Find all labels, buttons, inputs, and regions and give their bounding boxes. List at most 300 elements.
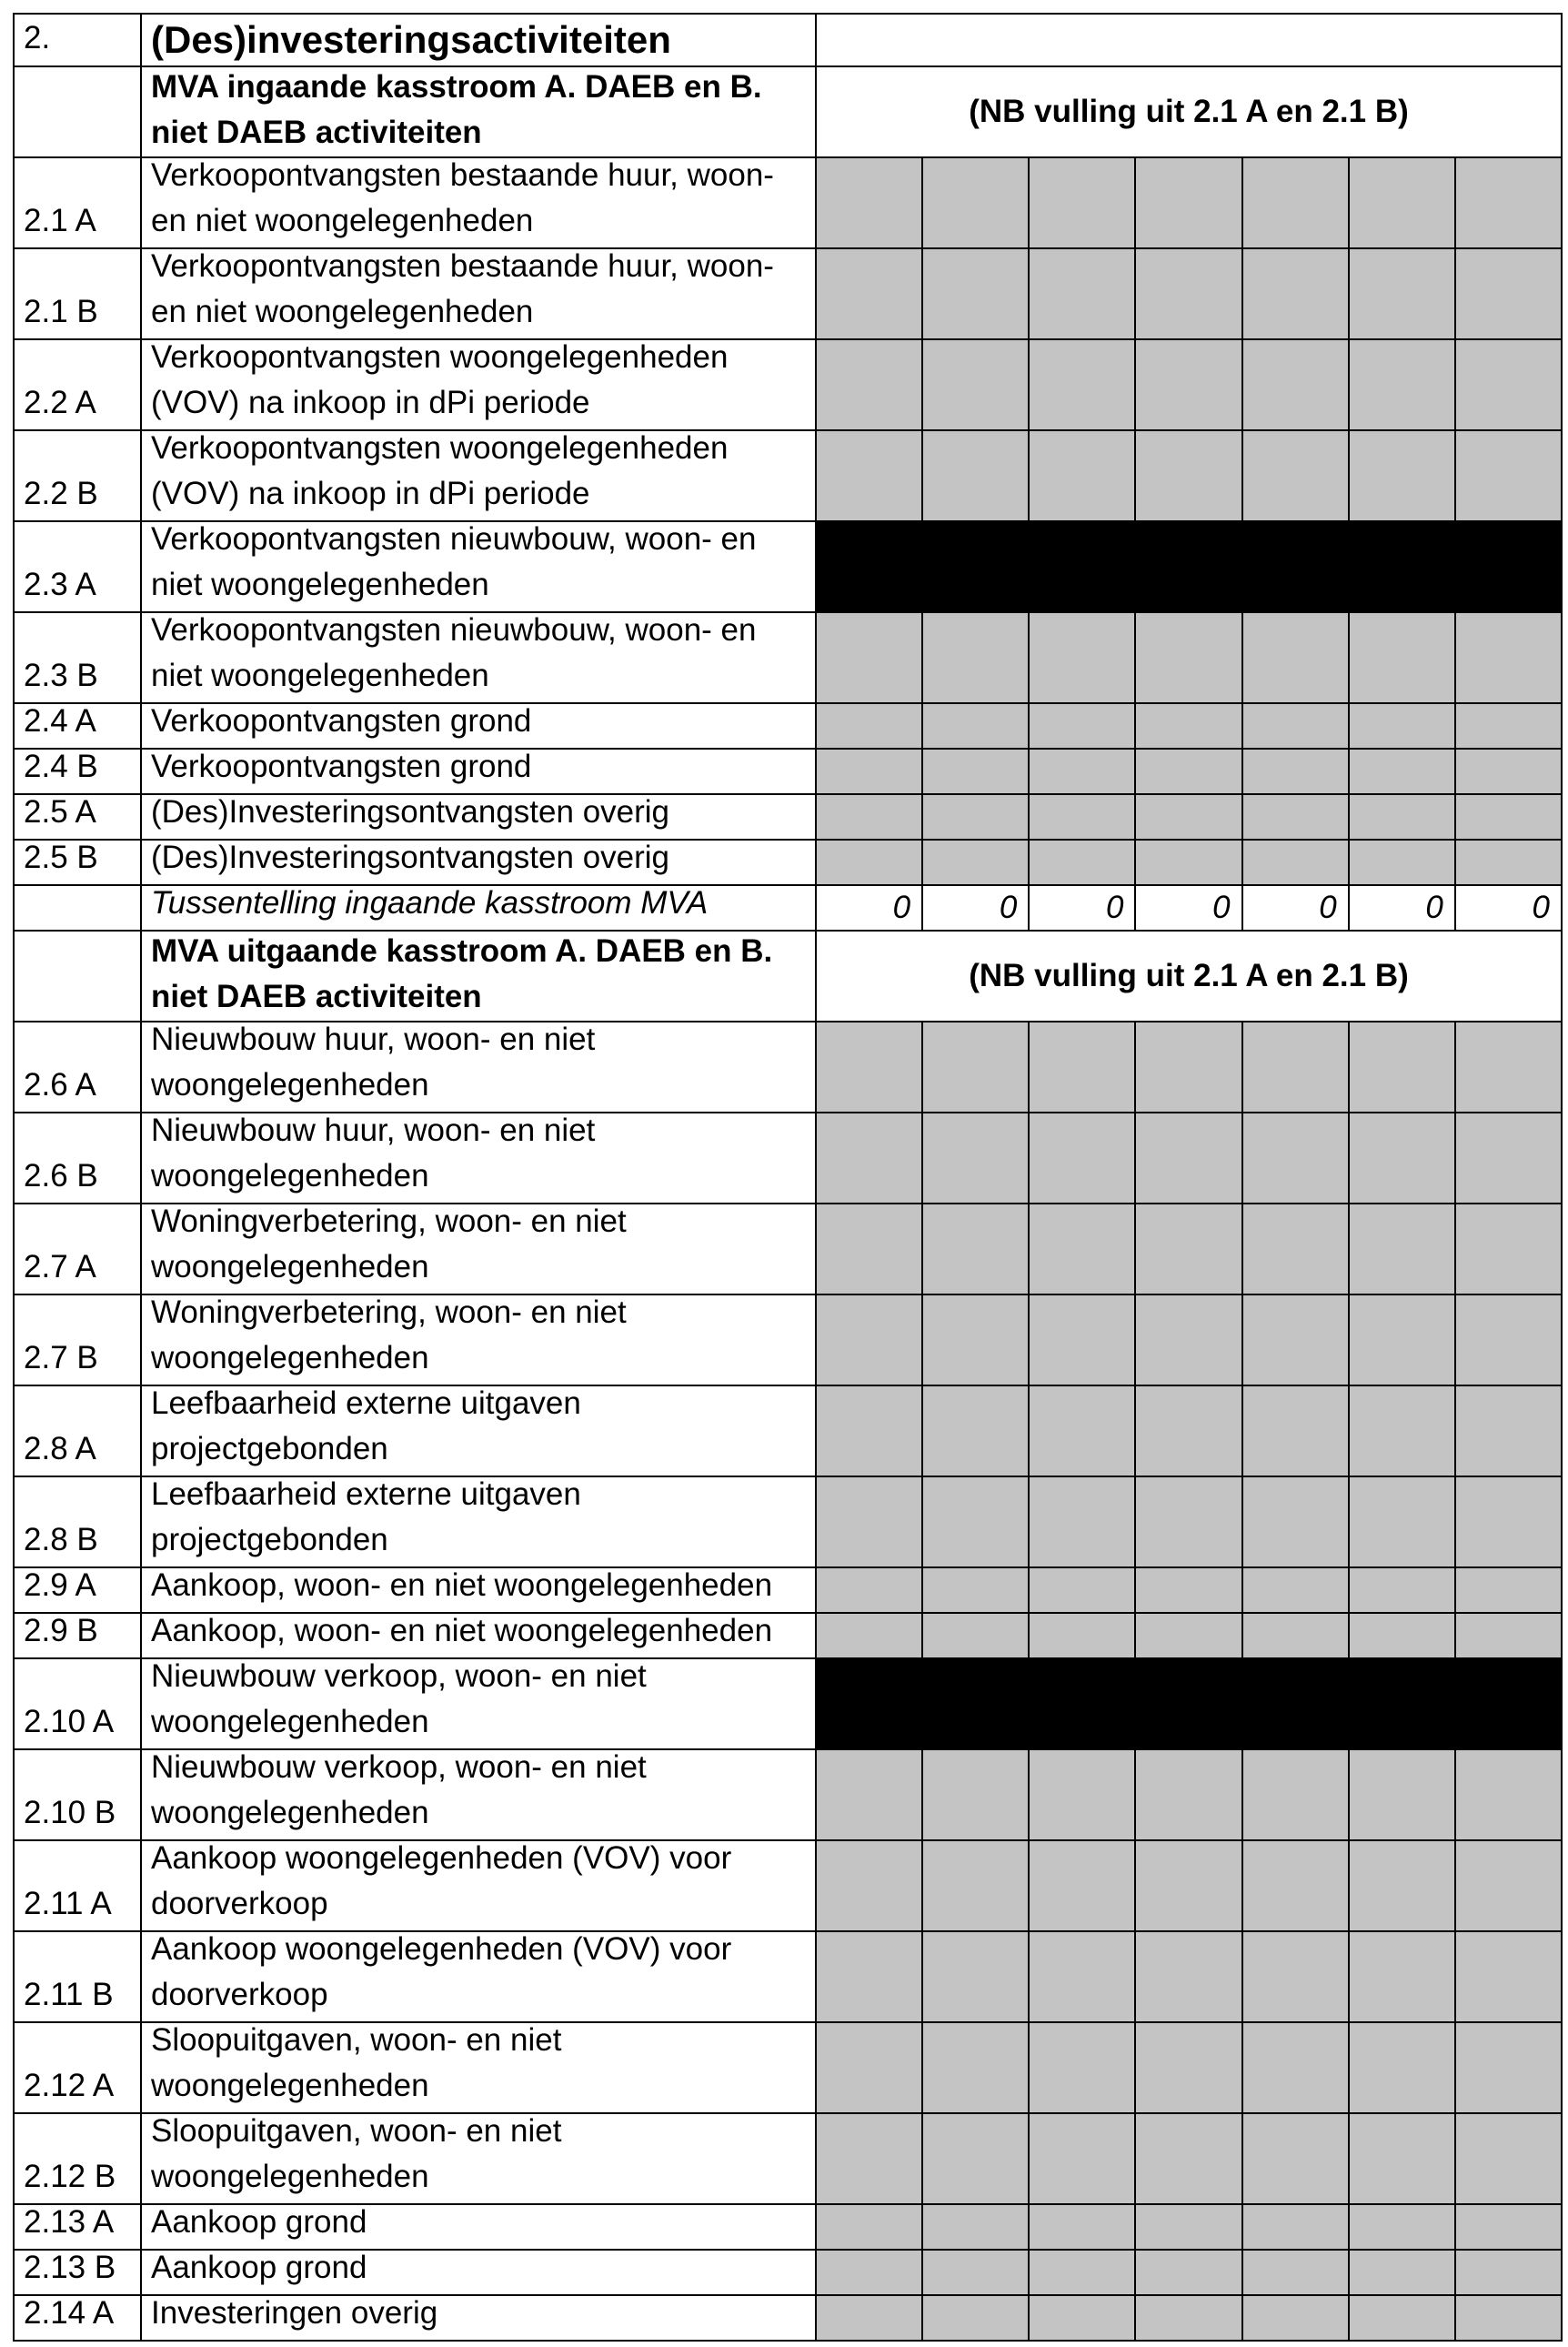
input-value-cell[interactable]	[1454, 429, 1563, 522]
row-description-line: Verkoopontvangsten grond	[151, 703, 532, 739]
row-code-cell	[13, 338, 142, 431]
row-description-cell	[140, 520, 817, 613]
inflow-header-title-cell	[140, 65, 817, 158]
input-value-cell[interactable]	[1241, 2021, 1350, 2114]
input-value-cell[interactable]	[1134, 156, 1242, 249]
input-value-cell[interactable]	[1348, 611, 1456, 704]
input-value-cell[interactable]	[1134, 839, 1242, 886]
row-description-line: Leefbaarheid externe uitgaven	[151, 1476, 581, 1512]
input-value-cell[interactable]	[1241, 839, 1350, 886]
input-value-cell[interactable]	[815, 1839, 923, 1932]
input-value-cell[interactable]	[1134, 1385, 1242, 1477]
row-code: 2.7 A	[24, 1249, 96, 1284]
row-code: 2.13 B	[24, 2250, 116, 2285]
input-value-cell[interactable]	[921, 611, 1030, 704]
row-code: 2.1 B	[24, 294, 98, 329]
input-value-cell[interactable]	[1348, 839, 1456, 886]
row-code: 2.13 A	[24, 2204, 115, 2240]
row-code-cell	[13, 611, 142, 704]
input-value-cell[interactable]	[1348, 1385, 1456, 1477]
row-description-cell	[140, 702, 817, 750]
input-value-cell[interactable]	[1028, 429, 1136, 522]
row-description-line: (VOV) na inkoop in dPi periode	[151, 385, 590, 420]
input-value-cell[interactable]	[1348, 2294, 1456, 2342]
blocked-value-cell	[815, 1657, 1563, 1750]
row-description-line: woongelegenheden	[151, 1795, 429, 1830]
input-value-cell[interactable]	[1348, 338, 1456, 431]
input-value-cell[interactable]	[1028, 702, 1136, 750]
row-description-cell	[140, 2203, 817, 2251]
input-value-cell[interactable]	[1454, 338, 1563, 431]
input-value-cell[interactable]	[921, 1476, 1030, 1568]
input-value-cell[interactable]	[1454, 1839, 1563, 1932]
row-description-cell	[140, 1112, 817, 1204]
input-value-cell[interactable]	[815, 1612, 923, 1659]
row-description-cell	[140, 1385, 817, 1477]
input-value-cell[interactable]	[1028, 2112, 1136, 2205]
input-value-cell[interactable]	[815, 156, 923, 249]
row-code: 2.14 A	[24, 2295, 115, 2331]
input-value-cell[interactable]	[815, 1021, 923, 1113]
input-value-cell[interactable]	[1134, 2249, 1242, 2296]
outflow-header-title-line: niet DAEB activiteiten	[151, 979, 482, 1014]
input-value-cell[interactable]	[815, 793, 923, 841]
input-value-cell[interactable]	[1454, 1385, 1563, 1477]
input-value-cell[interactable]	[1454, 1203, 1563, 1295]
input-value-cell[interactable]	[1134, 748, 1242, 795]
row-code-cell	[13, 2112, 142, 2205]
row-description-line: Woningverbetering, woon- en niet	[151, 1204, 627, 1239]
row-code: 2.11 A	[24, 1886, 112, 1921]
input-value-cell[interactable]	[1454, 2294, 1563, 2342]
input-value-cell[interactable]	[815, 702, 923, 750]
input-value-cell[interactable]	[1028, 1566, 1136, 1614]
row-code: 2.8 A	[24, 1431, 96, 1466]
input-value-cell[interactable]	[815, 2112, 923, 2205]
input-value-cell[interactable]	[921, 793, 1030, 841]
row-description-line: Nieuwbouw huur, woon- en niet	[151, 1113, 596, 1148]
input-value-cell[interactable]	[1454, 793, 1563, 841]
row-code-cell	[13, 1930, 142, 2023]
subtotal-value-cell	[1454, 884, 1563, 932]
input-value-cell[interactable]	[1028, 1112, 1136, 1204]
input-value-cell[interactable]	[1454, 1566, 1563, 1614]
input-value-cell[interactable]	[1348, 429, 1456, 522]
input-value-cell[interactable]	[1454, 2249, 1563, 2296]
input-value-cell[interactable]	[1241, 2249, 1350, 2296]
section-blank-cell	[815, 13, 1563, 67]
input-value-cell[interactable]	[815, 1476, 923, 1568]
input-value-cell[interactable]	[1348, 1566, 1456, 1614]
input-value-cell[interactable]	[1134, 702, 1242, 750]
outflow-header-title-line: MVA uitgaande kasstroom A. DAEB en B.	[151, 933, 773, 969]
row-description-line: Aankoop, woon- en niet woongelegenheden	[151, 1613, 773, 1648]
row-code-cell	[13, 2249, 142, 2296]
input-value-cell[interactable]	[921, 1385, 1030, 1477]
inflow-header-code-cell	[13, 65, 142, 158]
input-value-cell[interactable]	[1454, 2021, 1563, 2114]
row-code: 2.6 B	[24, 1158, 98, 1194]
input-value-cell[interactable]	[1028, 1748, 1136, 1841]
input-value-cell[interactable]	[815, 1385, 923, 1477]
input-value-cell[interactable]	[1028, 338, 1136, 431]
row-description-cell	[140, 2294, 817, 2342]
input-value-cell[interactable]	[1241, 1839, 1350, 1932]
input-value-cell[interactable]	[1348, 793, 1456, 841]
input-value-cell[interactable]	[1134, 2203, 1242, 2251]
row-description-line: Leefbaarheid externe uitgaven	[151, 1385, 581, 1421]
input-value-cell[interactable]	[1348, 1612, 1456, 1659]
row-code: 2.10 A	[24, 1704, 115, 1739]
subtotal-code-cell	[13, 884, 142, 932]
input-value-cell[interactable]	[1028, 1021, 1136, 1113]
input-value-cell[interactable]	[1454, 1930, 1563, 2023]
row-code-cell	[13, 1385, 142, 1477]
input-value-cell[interactable]	[1028, 1612, 1136, 1659]
input-value-cell[interactable]	[1134, 429, 1242, 522]
input-value-cell[interactable]	[1454, 611, 1563, 704]
input-value-cell[interactable]	[1028, 839, 1136, 886]
input-value-cell[interactable]	[1241, 1930, 1350, 2023]
inflow-header-title-line: MVA ingaande kasstroom A. DAEB en B.	[151, 69, 762, 105]
input-value-cell[interactable]	[1348, 1112, 1456, 1204]
input-value-cell[interactable]	[1348, 748, 1456, 795]
input-value-cell[interactable]	[1454, 748, 1563, 795]
input-value-cell[interactable]	[1134, 1294, 1242, 1386]
row-description-line: projectgebonden	[151, 1522, 388, 1557]
input-value-cell[interactable]	[1454, 1112, 1563, 1204]
input-value-cell[interactable]	[921, 1112, 1030, 1204]
row-description-cell	[140, 1839, 817, 1932]
input-value-cell[interactable]	[1454, 839, 1563, 886]
row-code: 2.5 B	[24, 840, 98, 875]
input-value-cell[interactable]	[1028, 1839, 1136, 1932]
input-value-cell[interactable]	[921, 429, 1030, 522]
input-value-cell[interactable]	[1241, 1385, 1350, 1477]
subtotal-value-cell	[921, 884, 1030, 932]
input-value-cell[interactable]	[815, 748, 923, 795]
input-value-cell[interactable]	[815, 2249, 923, 2296]
input-value-cell[interactable]	[1134, 247, 1242, 340]
input-value-cell[interactable]	[1241, 1021, 1350, 1113]
input-value-cell[interactable]	[921, 1748, 1030, 1841]
row-description-cell	[140, 793, 817, 841]
row-description-cell	[140, 2112, 817, 2205]
input-value-cell[interactable]	[1241, 1476, 1350, 1568]
input-value-cell[interactable]	[921, 247, 1030, 340]
row-code-cell	[13, 1112, 142, 1204]
input-value-cell[interactable]	[921, 748, 1030, 795]
input-value-cell[interactable]	[1241, 2203, 1350, 2251]
inflow-header-note-cell	[815, 65, 1563, 158]
input-value-cell[interactable]	[1134, 793, 1242, 841]
input-value-cell[interactable]	[1134, 1748, 1242, 1841]
subtotal-label: Tussentelling ingaande kasstroom MVA	[151, 885, 709, 921]
input-value-cell[interactable]	[1241, 2112, 1350, 2205]
input-value-cell[interactable]	[1028, 611, 1136, 704]
input-value-cell[interactable]	[921, 1566, 1030, 1614]
input-value-cell[interactable]	[1241, 338, 1350, 431]
input-value-cell[interactable]	[1348, 2249, 1456, 2296]
input-value-cell[interactable]	[1454, 156, 1563, 249]
input-value-cell[interactable]	[1134, 1566, 1242, 1614]
row-description-cell	[140, 748, 817, 795]
input-value-cell[interactable]	[1134, 1203, 1242, 1295]
input-value-cell[interactable]	[1348, 2021, 1456, 2114]
row-code: 2.4 A	[24, 703, 96, 739]
input-value-cell[interactable]	[1241, 2294, 1350, 2342]
outflow-header-note-cell	[815, 930, 1563, 1022]
row-code-cell	[13, 1476, 142, 1568]
input-value-cell[interactable]	[921, 2249, 1030, 2296]
investment-activities-table	[13, 13, 1561, 2338]
row-description-cell	[140, 1657, 817, 1750]
row-code-cell	[13, 2203, 142, 2251]
input-value-cell[interactable]	[1348, 1748, 1456, 1841]
row-code-cell	[13, 1294, 142, 1386]
input-value-cell[interactable]	[1348, 1839, 1456, 1932]
row-description-cell	[140, 156, 817, 249]
input-value-cell[interactable]	[815, 839, 923, 886]
input-value-cell[interactable]	[1028, 1203, 1136, 1295]
row-description-cell	[140, 2249, 817, 2296]
row-code-cell	[13, 1021, 142, 1113]
row-code-cell	[13, 520, 142, 613]
row-code: 2.12 A	[24, 2068, 115, 2103]
input-value-cell[interactable]	[815, 1566, 923, 1614]
outflow-header-title-cell	[140, 930, 817, 1022]
input-value-cell[interactable]	[921, 702, 1030, 750]
row-description-line: woongelegenheden	[151, 1340, 429, 1375]
input-value-cell[interactable]	[1241, 1203, 1350, 1295]
input-value-cell[interactable]	[1241, 1566, 1350, 1614]
input-value-cell[interactable]	[921, 2112, 1030, 2205]
row-code-cell	[13, 748, 142, 795]
input-value-cell[interactable]	[1241, 247, 1350, 340]
input-value-cell[interactable]	[1028, 1294, 1136, 1386]
input-value-cell[interactable]	[1348, 156, 1456, 249]
input-value-cell[interactable]	[815, 1112, 923, 1204]
row-description-line: (Des)Investeringsontvangsten overig	[151, 840, 670, 875]
input-value-cell[interactable]	[815, 611, 923, 704]
input-value-cell[interactable]	[921, 1612, 1030, 1659]
input-value-cell[interactable]	[815, 429, 923, 522]
section-number-cell	[13, 13, 142, 67]
input-value-cell[interactable]	[1241, 156, 1350, 249]
row-description-cell	[140, 2021, 817, 2114]
input-value-cell[interactable]	[921, 1294, 1030, 1386]
input-value-cell[interactable]	[1134, 1021, 1242, 1113]
input-value-cell[interactable]	[1028, 1476, 1136, 1568]
row-code: 2.9 A	[24, 1567, 96, 1603]
input-value-cell[interactable]	[1028, 748, 1136, 795]
input-value-cell[interactable]	[1454, 1476, 1563, 1568]
subtotal-label-cell	[140, 884, 817, 932]
input-value-cell[interactable]	[921, 2021, 1030, 2114]
row-description-line: Aankoop, woon- en niet woongelegenheden	[151, 1567, 773, 1603]
input-value-cell[interactable]	[921, 1930, 1030, 2023]
row-code-cell	[13, 429, 142, 522]
input-value-cell[interactable]	[815, 1930, 923, 2023]
input-value-cell[interactable]	[1134, 611, 1242, 704]
row-description-line: Aankoop grond	[151, 2250, 367, 2285]
input-value-cell[interactable]	[1348, 1203, 1456, 1295]
row-code: 2.2 B	[24, 476, 98, 511]
subtotal-value: 0	[1425, 890, 1443, 925]
input-value-cell[interactable]	[1241, 1294, 1350, 1386]
row-description-line: woongelegenheden	[151, 1067, 429, 1103]
input-value-cell[interactable]	[921, 1839, 1030, 1932]
row-code-cell	[13, 2021, 142, 2114]
input-value-cell[interactable]	[1241, 793, 1350, 841]
input-value-cell[interactable]	[1348, 247, 1456, 340]
input-value-cell[interactable]	[1134, 2021, 1242, 2114]
input-value-cell[interactable]	[1134, 338, 1242, 431]
row-code-cell	[13, 793, 142, 841]
input-value-cell[interactable]	[1028, 2021, 1136, 2114]
input-value-cell[interactable]	[1028, 2203, 1136, 2251]
section-title: (Des)investeringsactiviteiten	[151, 18, 671, 61]
row-description-line: Nieuwbouw verkoop, woon- en niet	[151, 1749, 647, 1785]
input-value-cell[interactable]	[1134, 2294, 1242, 2342]
subtotal-value: 0	[892, 890, 911, 925]
input-value-cell[interactable]	[1241, 748, 1350, 795]
input-value-cell[interactable]	[921, 839, 1030, 886]
row-description-line: Woningverbetering, woon- en niet	[151, 1294, 627, 1330]
input-value-cell[interactable]	[1134, 1930, 1242, 2023]
input-value-cell[interactable]	[921, 2203, 1030, 2251]
input-value-cell[interactable]	[1348, 1021, 1456, 1113]
row-code: 2.12 B	[24, 2159, 116, 2194]
input-value-cell[interactable]	[1241, 1112, 1350, 1204]
subtotal-value: 0	[1212, 890, 1231, 925]
inflow-header-note: (NB vulling uit 2.1 A en 2.1 B)	[969, 94, 1409, 129]
row-code-cell	[13, 247, 142, 340]
input-value-cell[interactable]	[921, 156, 1030, 249]
input-value-cell[interactable]	[1134, 1112, 1242, 1204]
row-description-line: Nieuwbouw huur, woon- en niet	[151, 1022, 596, 1057]
row-description-line: Sloopuitgaven, woon- en niet	[151, 2113, 562, 2149]
row-description-cell	[140, 1930, 817, 2023]
input-value-cell[interactable]	[1028, 156, 1136, 249]
input-value-cell[interactable]	[1454, 1021, 1563, 1113]
input-value-cell[interactable]	[1348, 1930, 1456, 2023]
input-value-cell[interactable]	[1348, 2112, 1456, 2205]
subtotal-value: 0	[1319, 890, 1337, 925]
input-value-cell[interactable]	[1348, 1476, 1456, 1568]
row-description-line: Verkoopontvangsten woongelegenheden	[151, 339, 729, 375]
inflow-header-title-line: niet DAEB activiteiten	[151, 115, 482, 150]
input-value-cell[interactable]	[1454, 1612, 1563, 1659]
row-description-line: Verkoopontvangsten bestaande huur, woon-	[151, 248, 774, 284]
input-value-cell[interactable]	[1454, 1748, 1563, 1841]
row-description-cell	[140, 247, 817, 340]
input-value-cell[interactable]	[1348, 702, 1456, 750]
row-code-cell	[13, 1657, 142, 1750]
row-code: 2.7 B	[24, 1340, 98, 1375]
row-code: 2.3 A	[24, 567, 96, 602]
input-value-cell[interactable]	[1454, 702, 1563, 750]
row-description-cell	[140, 1203, 817, 1295]
row-code-cell	[13, 702, 142, 750]
input-value-cell[interactable]	[921, 1021, 1030, 1113]
outflow-header-code-cell	[13, 930, 142, 1022]
input-value-cell[interactable]	[815, 2294, 923, 2342]
row-description-line: woongelegenheden	[151, 1704, 429, 1739]
row-description-line: Verkoopontvangsten nieuwbouw, woon- en	[151, 612, 757, 648]
input-value-cell[interactable]	[815, 247, 923, 340]
input-value-cell[interactable]	[815, 1294, 923, 1386]
input-value-cell[interactable]	[815, 2203, 923, 2251]
input-value-cell[interactable]	[1241, 702, 1350, 750]
row-code-cell	[13, 839, 142, 886]
input-value-cell[interactable]	[1134, 1839, 1242, 1932]
row-description-line: en niet woongelegenheden	[151, 203, 534, 238]
row-code: 2.9 B	[24, 1613, 98, 1648]
input-value-cell[interactable]	[1454, 2112, 1563, 2205]
row-description-line: Aankoop grond	[151, 2204, 367, 2240]
input-value-cell[interactable]	[1241, 1748, 1350, 1841]
row-code: 2.8 B	[24, 1522, 98, 1557]
input-value-cell[interactable]	[1348, 1294, 1456, 1386]
input-value-cell[interactable]	[1028, 1385, 1136, 1477]
row-description-line: woongelegenheden	[151, 2159, 429, 2194]
row-code: 2.2 A	[24, 385, 96, 420]
row-code: 2.1 A	[24, 203, 96, 238]
input-value-cell[interactable]	[1454, 247, 1563, 340]
input-value-cell[interactable]	[1028, 2294, 1136, 2342]
row-code-cell	[13, 1748, 142, 1841]
row-description-line: niet woongelegenheden	[151, 567, 489, 602]
input-value-cell[interactable]	[921, 338, 1030, 431]
input-value-cell[interactable]	[1241, 1612, 1350, 1659]
input-value-cell[interactable]	[1028, 2249, 1136, 2296]
input-value-cell[interactable]	[815, 2021, 923, 2114]
input-value-cell[interactable]	[921, 1203, 1030, 1295]
row-description-cell	[140, 611, 817, 704]
row-description-line: woongelegenheden	[151, 2068, 429, 2103]
input-value-cell[interactable]	[1028, 1930, 1136, 2023]
input-value-cell[interactable]	[1028, 247, 1136, 340]
input-value-cell[interactable]	[1241, 611, 1350, 704]
input-value-cell[interactable]	[1454, 1294, 1563, 1386]
row-code: 2.4 B	[24, 749, 98, 784]
input-value-cell[interactable]	[1454, 2203, 1563, 2251]
row-description-line: woongelegenheden	[151, 1249, 429, 1284]
row-code: 2.10 B	[24, 1795, 116, 1830]
input-value-cell[interactable]	[1348, 2203, 1456, 2251]
input-value-cell[interactable]	[1134, 2112, 1242, 2205]
input-value-cell[interactable]	[921, 2294, 1030, 2342]
subtotal-value-cell	[1028, 884, 1136, 932]
row-code-cell	[13, 1612, 142, 1659]
input-value-cell[interactable]	[815, 1748, 923, 1841]
row-description-cell	[140, 1748, 817, 1841]
subtotal-value-cell	[1348, 884, 1456, 932]
row-description-line: Investeringen overig	[151, 2295, 438, 2331]
row-code: 2.5 A	[24, 794, 96, 830]
input-value-cell[interactable]	[1241, 429, 1350, 522]
row-description-line: niet woongelegenheden	[151, 658, 489, 693]
input-value-cell[interactable]	[815, 1203, 923, 1295]
input-value-cell[interactable]	[1028, 793, 1136, 841]
input-value-cell[interactable]	[1134, 1612, 1242, 1659]
input-value-cell[interactable]	[1134, 1476, 1242, 1568]
row-description-line: doorverkoop	[151, 1886, 328, 1921]
row-code-cell	[13, 1203, 142, 1295]
row-code-cell	[13, 156, 142, 249]
input-value-cell[interactable]	[815, 338, 923, 431]
